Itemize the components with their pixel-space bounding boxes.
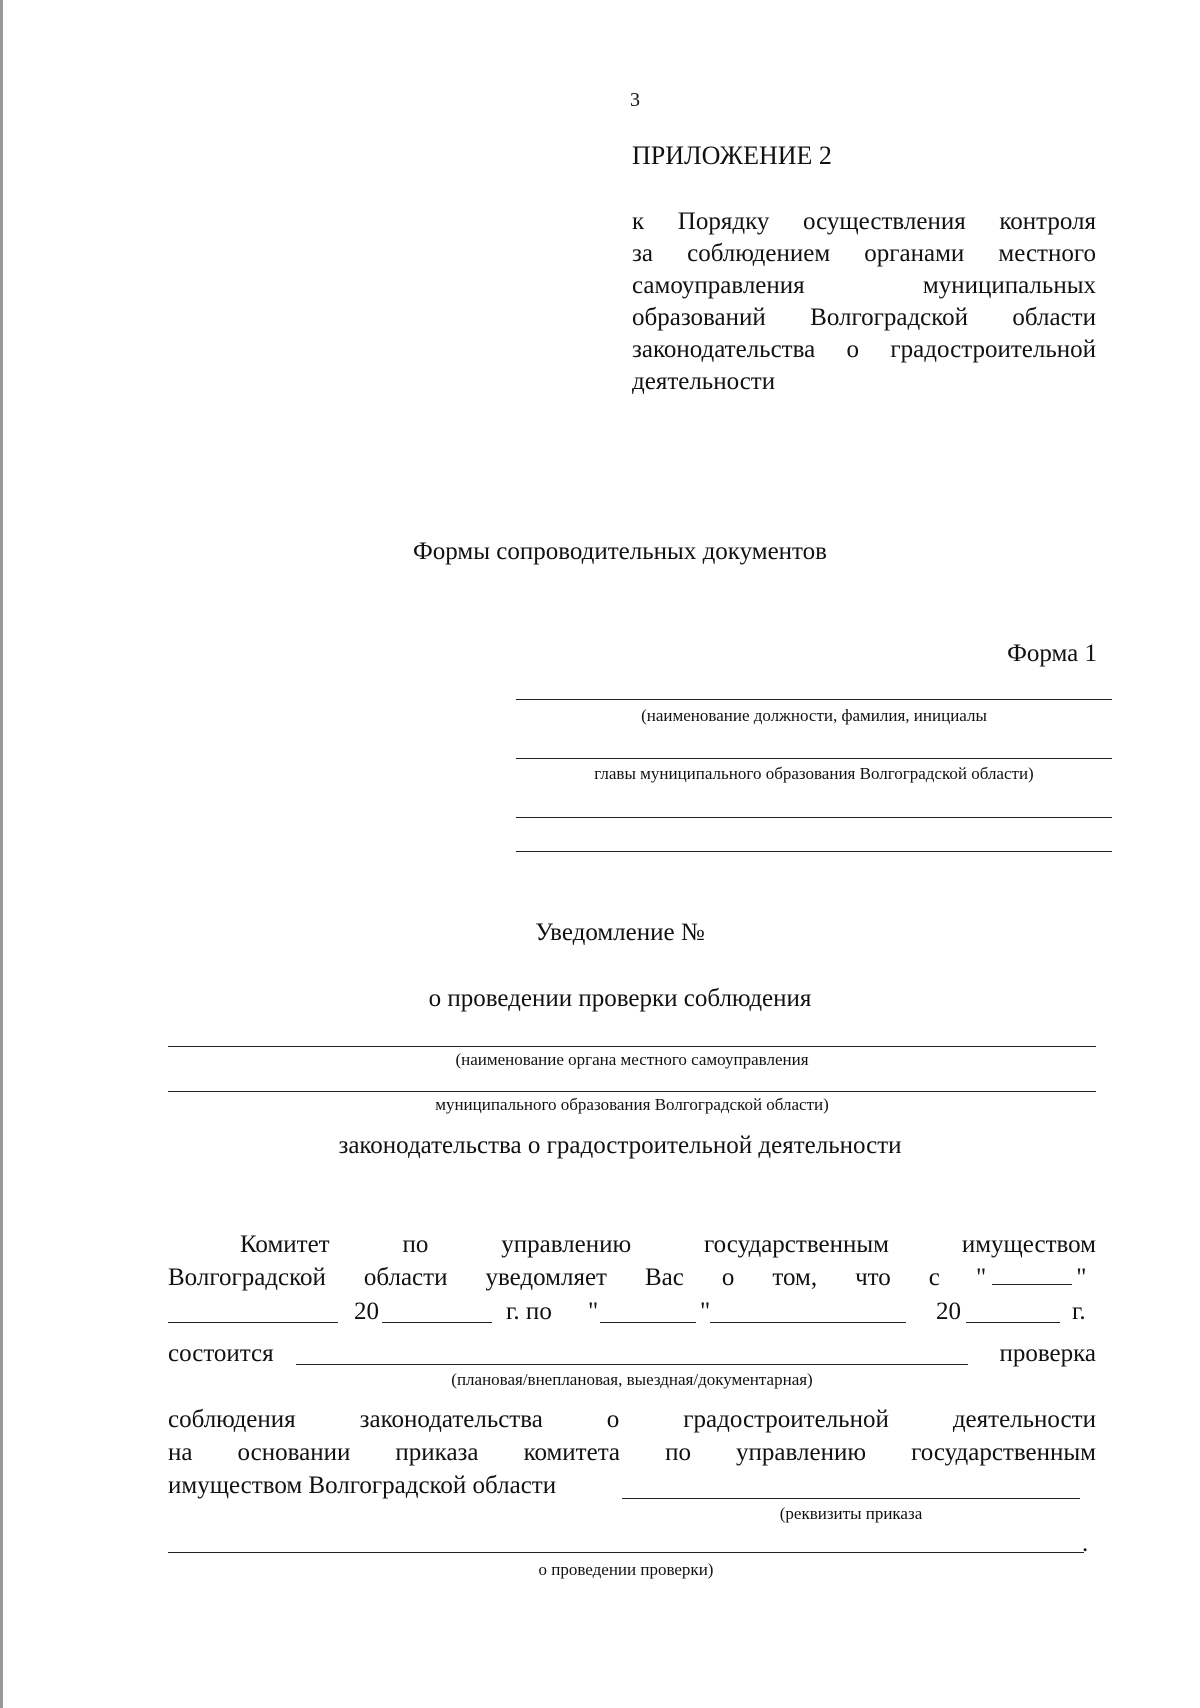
body-line-2: Волгоградской области уведомляет Вас о том, что с " " <box>168 1264 1087 1291</box>
form-label: Форма 1 <box>1007 640 1097 667</box>
body-line-1: Комитет по управлению государственным имуществом <box>240 1231 1096 1258</box>
check-type-field[interactable] <box>296 1342 968 1365</box>
appendix-line-5: законодательства о градостроительной <box>632 336 1096 363</box>
end-month-field[interactable] <box>710 1300 906 1323</box>
addressee-line-3 <box>516 817 1112 818</box>
appendix-reference <box>632 206 1096 398</box>
authority-line-1 <box>168 1046 1096 1047</box>
addressee-line-2 <box>516 758 1112 759</box>
page-number: 3 <box>630 89 640 111</box>
order-caption-1: (реквизиты приказа <box>779 1504 923 1523</box>
scan-page-edge <box>0 0 3 1708</box>
notice-title: Уведомление № <box>535 919 705 946</box>
appendix-line-3: самоуправления муниципальных <box>632 272 1096 299</box>
start-month-field[interactable] <box>168 1300 338 1323</box>
appendix-line-6: деятельности <box>632 368 776 395</box>
appendix-line-2: за соблюдением органами местного <box>632 240 1096 267</box>
section-heading: Формы сопроводительных документов <box>413 538 827 565</box>
appendix-title: ПРИЛОЖЕНИЕ 2 <box>632 141 832 170</box>
addressee-caption-2: главы муниципального образования Волгоградской области) <box>594 764 1034 783</box>
order-details-field[interactable] <box>622 1476 1080 1499</box>
appendix-line-4: образований Волгоградской области <box>632 304 1096 331</box>
order-caption-2: о проведении проверки) <box>538 1560 714 1579</box>
order-details-line <box>168 1552 1084 1553</box>
start-year-field[interactable] <box>382 1300 492 1323</box>
appendix-line-1: к Порядку осуществления контроля <box>632 208 1096 235</box>
authority-caption-1: (наименование органа местного самоуправления <box>455 1050 809 1069</box>
body-line-5: соблюдения законодательства о градостроительной деятельности <box>168 1406 1096 1433</box>
check-type-caption: (плановая/внеплановая, выездная/документарная) <box>451 1370 813 1389</box>
start-day-field[interactable] <box>992 1262 1072 1285</box>
notice-subtitle: о проведении проверки соблюдения <box>428 985 812 1012</box>
notice-scope: законодательства о градостроительной деятельности <box>338 1132 902 1159</box>
authority-caption-2: муниципального образования Волгоградской области) <box>435 1095 829 1114</box>
order-line-dot: . <box>1082 1530 1089 1557</box>
end-day-field[interactable] <box>600 1300 696 1323</box>
end-year-field[interactable] <box>966 1300 1060 1323</box>
addressee-line-4 <box>516 851 1112 852</box>
addressee-caption-1: (наименование должности, фамилия, инициалы <box>641 706 987 725</box>
authority-line-2 <box>168 1091 1096 1092</box>
body-line-7: имуществом Волгоградской области <box>168 1472 557 1499</box>
addressee-line-1 <box>516 699 1112 700</box>
body-line-6: на основании приказа комитета по управлению государственным <box>168 1439 1096 1466</box>
